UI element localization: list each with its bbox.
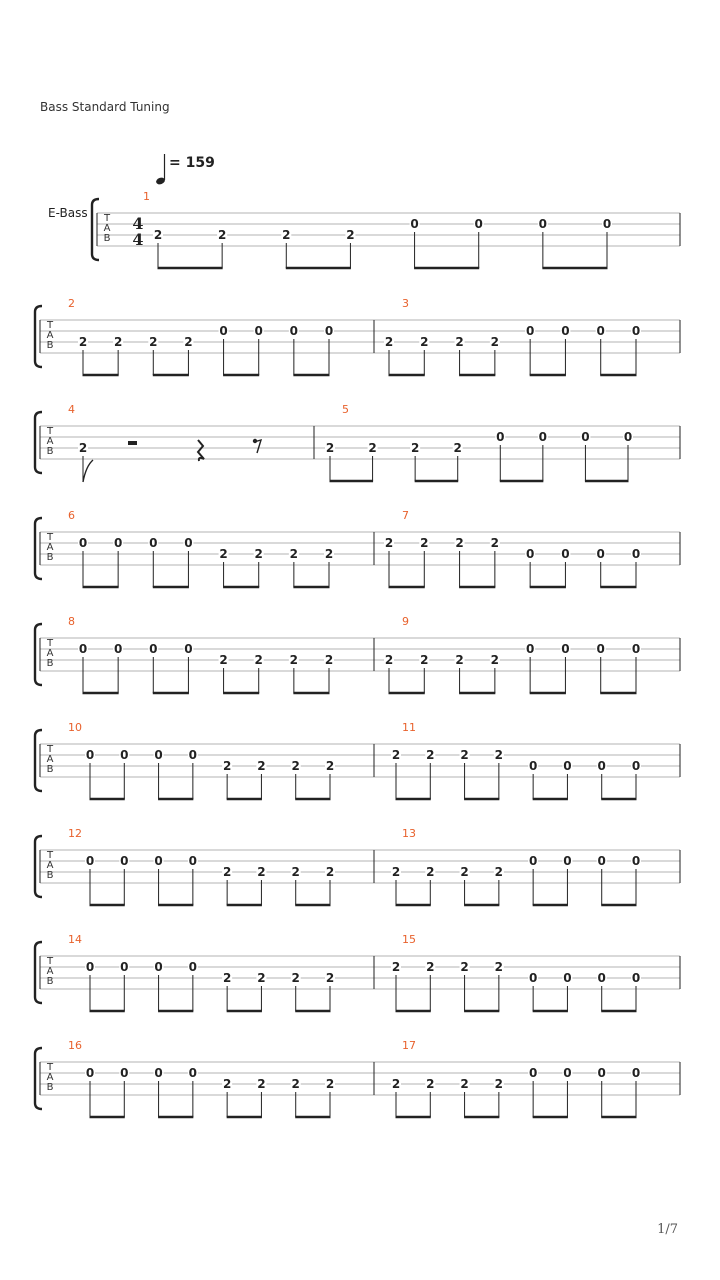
fret-number: 2: [426, 1077, 435, 1091]
measure-number: 16: [68, 1039, 82, 1052]
fret-number: 2: [494, 865, 504, 879]
fret-number: 0: [474, 217, 483, 231]
fret-number: 0: [410, 217, 419, 231]
fret-number: 2: [149, 335, 158, 349]
fret-number: 0: [188, 960, 198, 974]
fret-number: 2: [455, 653, 464, 667]
tab-clef-letter: A: [46, 436, 54, 447]
fret-number: 0: [563, 759, 572, 773]
measure-number: 15: [402, 933, 416, 946]
fret-number: 0: [631, 1066, 641, 1080]
fret-number: 0: [597, 759, 606, 773]
fret-number: 0: [581, 430, 590, 444]
measure-number: 6: [68, 509, 75, 522]
eighth-rest: [254, 440, 261, 453]
fret-number: 0: [528, 759, 538, 773]
fret-number: 2: [391, 865, 401, 879]
time-signature-bottom: 4: [132, 230, 144, 249]
fret-number: 2: [391, 1077, 401, 1091]
tab-clef-letter: A: [46, 754, 54, 765]
tab-clef-letter: T: [46, 850, 54, 861]
fret-number: 0: [631, 759, 641, 773]
fret-number: 2: [325, 1077, 335, 1091]
measure-number: 5: [342, 403, 349, 416]
fret-number: 2: [420, 335, 429, 349]
tab-clef-letter: A: [46, 542, 54, 553]
fret-number: 0: [120, 1066, 129, 1080]
fret-number: 2: [490, 536, 500, 550]
measure-number: 12: [68, 827, 82, 840]
fret-number: 2: [78, 335, 88, 349]
system-bracket: [35, 730, 42, 791]
fret-number: 2: [289, 653, 299, 667]
system-bracket: [35, 518, 42, 579]
system-bracket: [35, 836, 42, 897]
fret-number: 0: [154, 960, 163, 974]
fret-number: 2: [346, 228, 355, 242]
fret-number: 2: [113, 335, 123, 349]
fret-number: 2: [384, 335, 394, 349]
fret-number: 2: [455, 536, 464, 550]
fret-number: 2: [222, 759, 232, 773]
fret-number: 0: [528, 1066, 538, 1080]
fret-number: 0: [120, 854, 129, 868]
time-signature-top: 4: [132, 214, 144, 233]
system-bracket: [35, 306, 42, 367]
fret-number: 0: [113, 642, 123, 656]
tab-clef-letter: A: [46, 860, 54, 871]
fret-number: 2: [391, 748, 401, 762]
fret-number: 2: [222, 865, 232, 879]
fret-number: 0: [113, 536, 123, 550]
fret-number: 2: [490, 653, 500, 667]
tab-clef-letter: T: [46, 532, 54, 543]
fret-number: 0: [563, 1066, 572, 1080]
fret-number: 0: [149, 536, 158, 550]
measure-number: 1: [143, 190, 150, 203]
tab-clef-letter: A: [46, 648, 54, 659]
tab-clef-letter: T: [46, 744, 54, 755]
fret-number: 0: [631, 854, 641, 868]
fret-number: 2: [420, 653, 429, 667]
fret-number: 0: [154, 1066, 163, 1080]
fret-number: 0: [528, 854, 538, 868]
fret-number: 0: [254, 324, 263, 338]
fret-number: 0: [631, 642, 641, 656]
fret-number: 0: [184, 642, 193, 656]
fret-number: 0: [85, 854, 95, 868]
system-bracket: [35, 412, 42, 473]
fret-number: 2: [325, 865, 335, 879]
fret-number: 0: [188, 748, 198, 762]
fret-number: 0: [538, 430, 548, 444]
fret-number: 0: [85, 748, 95, 762]
fret-number: 2: [291, 759, 300, 773]
fret-number: 2: [453, 441, 462, 455]
fret-number: 0: [563, 971, 572, 985]
tab-clef-letter: A: [46, 1072, 54, 1083]
fret-number: 0: [85, 1066, 95, 1080]
fret-number: 2: [153, 228, 163, 242]
system-bracket: [35, 624, 42, 685]
fret-number: 0: [184, 536, 193, 550]
system-bracket: [35, 1048, 42, 1109]
tab-clef-letter: B: [46, 764, 54, 775]
fret-number: 0: [154, 748, 163, 762]
system-bracket: [35, 942, 42, 1003]
fret-number: 2: [222, 1077, 232, 1091]
fret-number: 2: [291, 865, 300, 879]
fret-number: 2: [219, 547, 228, 561]
fret-number: 0: [78, 642, 88, 656]
fret-number: 0: [154, 854, 163, 868]
page-number: 1/7: [657, 1222, 678, 1237]
fret-number: 2: [324, 547, 334, 561]
measure-number: 10: [68, 721, 82, 734]
fret-number: 2: [426, 865, 435, 879]
measure-number: 4: [68, 403, 75, 416]
fret-number: 0: [149, 642, 158, 656]
fret-number: 2: [217, 228, 227, 242]
measure-number: 9: [402, 615, 409, 628]
measure-number: 7: [402, 509, 409, 522]
tab-clef-letter: T: [46, 956, 54, 967]
fret-number: 2: [257, 1077, 266, 1091]
fret-number: 2: [291, 971, 300, 985]
tab-clef-letter: B: [46, 870, 54, 881]
measure-number: 14: [68, 933, 82, 946]
fret-number: 2: [222, 971, 232, 985]
fret-number: 2: [426, 748, 435, 762]
fret-number: 2: [184, 335, 193, 349]
fret-number: 0: [596, 642, 605, 656]
tab-clef-letter: T: [46, 1062, 54, 1073]
fret-number: 0: [538, 217, 548, 231]
tab-clef-letter: A: [46, 966, 54, 977]
fret-number: 0: [631, 547, 641, 561]
fret-number: 2: [368, 441, 377, 455]
fret-number: 2: [460, 748, 469, 762]
fret-number: 0: [525, 547, 535, 561]
fret-number: 2: [494, 1077, 504, 1091]
tempo-value: = 159: [169, 155, 215, 171]
fret-number: 0: [289, 324, 299, 338]
tab-clef-letter: T: [103, 213, 111, 224]
fret-number: 2: [410, 441, 420, 455]
tab-clef-letter: B: [46, 552, 54, 563]
fret-number: 0: [561, 547, 570, 561]
tab-clef-letter: T: [46, 426, 54, 437]
fret-number: 2: [282, 228, 291, 242]
fret-number: 0: [563, 854, 572, 868]
fret-number: 0: [188, 854, 198, 868]
fret-number: 2: [257, 759, 266, 773]
fret-number: 2: [460, 865, 469, 879]
fret-number: 2: [325, 971, 335, 985]
fret-number: 2: [494, 960, 504, 974]
fret-number: 0: [188, 1066, 198, 1080]
fret-number: 0: [596, 324, 605, 338]
measure-number: 11: [402, 721, 416, 734]
measure-number: 2: [68, 297, 75, 310]
tab-clef-letter: T: [46, 320, 54, 331]
measure-number: 13: [402, 827, 416, 840]
fret-number: 0: [528, 971, 538, 985]
fret-number: 0: [525, 324, 535, 338]
fret-number: 2: [460, 960, 469, 974]
fret-number: 0: [597, 971, 606, 985]
tab-clef-letter: B: [103, 233, 111, 244]
tab-clef-letter: B: [46, 340, 54, 351]
tuning-label: Bass Standard Tuning: [40, 100, 170, 114]
tab-clef-letter: A: [103, 223, 111, 234]
fret-number: 2: [490, 335, 500, 349]
fret-number: 0: [120, 748, 129, 762]
fret-number: 2: [257, 971, 266, 985]
fret-number: 2: [391, 960, 401, 974]
fret-number: 2: [257, 865, 266, 879]
fret-number: 2: [78, 441, 88, 455]
fret-number: 0: [120, 960, 129, 974]
fret-number: 0: [597, 854, 606, 868]
fret-number: 0: [631, 324, 641, 338]
tab-clef-letter: T: [46, 638, 54, 649]
fret-number: 0: [561, 642, 570, 656]
fret-number: 0: [85, 960, 95, 974]
tab-clef-letter: B: [46, 976, 54, 987]
fret-number: 0: [597, 1066, 606, 1080]
fret-number: 0: [602, 217, 612, 231]
fret-number: 0: [78, 536, 88, 550]
fret-number: 0: [623, 430, 633, 444]
fret-number: 0: [561, 324, 570, 338]
quarter-rest: [198, 440, 204, 461]
fret-number: 2: [291, 1077, 300, 1091]
fret-number: 2: [324, 653, 334, 667]
fret-number: 2: [254, 547, 263, 561]
fret-number: 2: [460, 1077, 469, 1091]
fret-number: 2: [325, 759, 335, 773]
fret-number: 2: [384, 536, 394, 550]
fret-number: 0: [525, 642, 535, 656]
tab-clef-letter: B: [46, 1082, 54, 1093]
fret-number: 0: [596, 547, 605, 561]
fret-number: 2: [455, 335, 464, 349]
fret-number: 2: [219, 653, 228, 667]
fret-number: 2: [420, 536, 429, 550]
fret-number: 0: [496, 430, 505, 444]
fret-number: 2: [325, 441, 335, 455]
tab-clef-letter: B: [46, 446, 54, 457]
measure-number: 17: [402, 1039, 416, 1052]
note-flag: [83, 460, 93, 482]
measure-number: 3: [402, 297, 409, 310]
fret-number: 2: [289, 547, 299, 561]
fret-number: 2: [384, 653, 394, 667]
half-rest: [128, 441, 137, 445]
tab-clef-letter: B: [46, 658, 54, 669]
instrument-name: E-Bass: [48, 206, 88, 220]
tab-clef-letter: A: [46, 330, 54, 341]
fret-number: 2: [494, 748, 504, 762]
fret-number: 2: [254, 653, 263, 667]
fret-number: 0: [324, 324, 334, 338]
fret-number: 0: [631, 971, 641, 985]
system-bracket: [92, 199, 99, 260]
measure-number: 8: [68, 615, 75, 628]
fret-number: 0: [219, 324, 228, 338]
fret-number: 2: [426, 960, 435, 974]
